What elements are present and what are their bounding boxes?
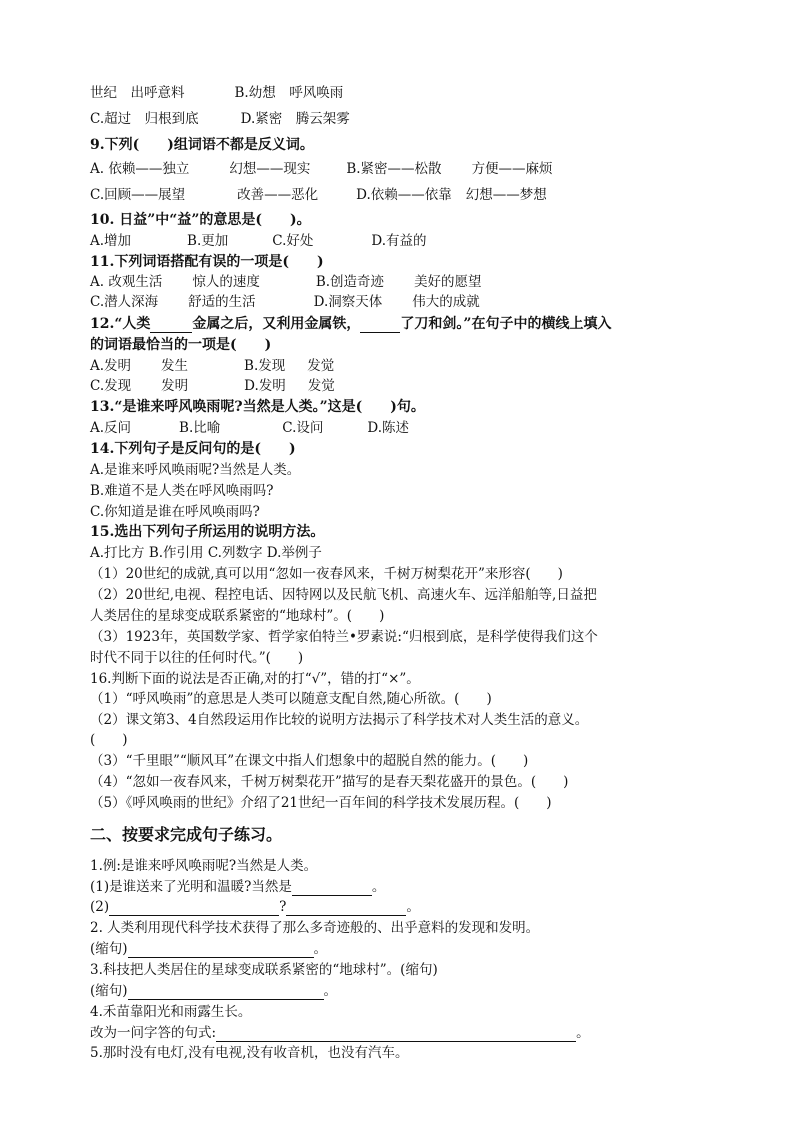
q10-d: D.有益的	[371, 233, 427, 249]
q8-option-d: D.紧密 腾云架雾	[240, 111, 350, 127]
s2-e1-2-label: (2)	[90, 899, 110, 915]
q10-c: C.好处	[272, 233, 314, 249]
s2-e4: 4.禾苗靠阳光和雨露生长。	[90, 1004, 252, 1020]
q12-blank-1[interactable]	[150, 318, 192, 333]
q10-options	[90, 232, 427, 250]
q11-c2: 舒适的生活	[188, 294, 256, 310]
s2-e4-end: 。	[576, 1025, 590, 1041]
q13-b: B.比喻	[179, 420, 221, 436]
q11-d2: 伟大的成就	[412, 294, 480, 310]
s2-e4-label: 改为一问字答的句式:	[90, 1025, 217, 1041]
q11-b1: B.创造奇迹	[315, 274, 385, 290]
q16-s5: （5）《呼风唤雨的世纪》介绍了21世纪一百年间的科学技术发展历程。( )	[90, 795, 552, 811]
q12-d1: D.发明	[244, 378, 286, 394]
q12-c2: 发明	[161, 378, 189, 394]
q12-stem-line2: 的词语最恰当的一项是( )	[90, 337, 272, 353]
q9-b1: B.紧密——松散	[346, 161, 442, 177]
q13-c: C.设问	[282, 420, 324, 436]
q16-s3: （3）“千里眼”“顺风耳”在课文中指人们想象中的超脱自然的能力。( )	[90, 753, 529, 769]
q9-c2: 改善——恶化	[237, 187, 319, 203]
s2-e1-1-blank[interactable]	[292, 881, 372, 896]
q11-a2: 惊人的速度	[192, 274, 260, 290]
s2-e1-2	[90, 898, 420, 916]
q14-stem: 14.下列句子是反问句的是( )	[90, 441, 296, 457]
s2-e2: 2. 人类利用现代科学技术获得了那么多奇迹般的、出乎意料的发现和发明。	[90, 920, 540, 936]
q10-a: A.增加	[90, 233, 132, 249]
s2-e3-end: 。	[323, 983, 338, 999]
q8-option-a: 世纪 出呼意料	[90, 85, 185, 101]
q9-d1: D.依赖——依靠	[356, 187, 452, 203]
q11-b2: 美好的愿望	[414, 274, 482, 290]
q8-option-c: C.超过 归根到底	[90, 111, 199, 127]
q14-b: B.难道不是人类在呼风唤雨吗?	[90, 483, 274, 499]
q15-s2-line1: （2）20世纪,电视、程控电话、因特网以及民航飞机、高速火车、远洋船舶等,日益把	[90, 587, 597, 603]
s2-e1-1-end: 。	[371, 879, 386, 895]
q12-c1: C.发现	[90, 378, 132, 394]
s2-e4-blank[interactable]	[216, 1027, 576, 1042]
q12-row1	[90, 357, 334, 375]
q15-options: A.打比方 B.作引用 C.列数字 D.举例子	[90, 545, 322, 561]
q15-s3-line2: 时代不同于以往的任何时代。”( )	[90, 650, 304, 666]
q15-s3-line1: （3）1923年，英国数学家、哲学家伯特兰•罗素说:“归根到底，是科学使得我们这个	[90, 629, 598, 645]
s2-e1-2-qmark: ?	[279, 899, 287, 915]
q11-row1	[90, 273, 482, 291]
s2-e3: 3.科技把人类居住的星球变成联系紧密的“地球村”。(缩句)	[90, 962, 438, 978]
q15-s2-line2: 人类居住的星球变成联系紧密的“地球村”。( )	[90, 608, 385, 624]
q16-s4: （4）“忽如一夜春风来，千树万树梨花开”描写的是春天梨花盛开的景色。( )	[90, 774, 569, 790]
q11-a1: A. 改观生活	[90, 274, 163, 290]
q13-d: D.陈述	[367, 420, 410, 436]
q9-c1: C.回顾——展望	[90, 187, 186, 203]
q9-d2: 幻想——梦想	[465, 187, 547, 203]
q14-c: C.你知道是谁在呼风唤雨吗?	[90, 504, 260, 520]
q9-b2: 方便——麻烦	[471, 161, 553, 177]
q12-d2: 发觉	[307, 378, 335, 394]
q9-row2	[90, 186, 547, 204]
q12-row2	[90, 377, 335, 395]
q9-stem: 9.下列( )组词语不都是反义词。	[90, 137, 314, 153]
s2-e3-answer	[90, 982, 337, 1000]
q8-line2	[90, 110, 350, 128]
q8-line1	[90, 84, 343, 102]
q12-b1: B.发现	[244, 358, 286, 374]
q9-a1: A. 依赖——独立	[90, 161, 190, 177]
section2-title: 二、按要求完成句子练习。	[90, 825, 283, 844]
q14-a: A.是谁来呼风唤雨呢?当然是人类。	[90, 462, 301, 478]
q15-stem: 15.选出下列句子所运用的说明方法。	[90, 524, 325, 540]
s2-e5: 5.那时没有电灯,没有电视,没有收音机，也没有汽车。	[90, 1045, 409, 1061]
s2-e1-2-blank-q[interactable]	[109, 901, 279, 916]
s2-e1-2-end: 。	[406, 899, 420, 915]
q12-stem-part3: 了刀和剑。”在句子中的横线上填入	[400, 316, 612, 332]
s2-e3-label: (缩句)	[90, 983, 128, 999]
q10-b: B.更加	[187, 233, 229, 249]
q16-s1: （1）“呼风唤雨”的意思是人类可以随意支配自然,随心所欲。( )	[90, 691, 492, 707]
q12-a1: A.发明	[90, 358, 132, 374]
q9-a2: 幻想——现实	[229, 161, 311, 177]
q15-s1: （1）20世纪的成就,真可以用“忽如一夜春风来，千树万树梨花开”来形容( )	[90, 566, 563, 582]
q12-stem	[90, 315, 611, 333]
q16-s2-line1: （2）课文第3、4自然段运用作比较的说明方法揭示了科学技术对人类生活的意义。	[90, 712, 589, 728]
s2-e2-blank[interactable]	[128, 943, 314, 958]
q12-stem-part2: 金属之后，又利用金属铁，	[192, 316, 361, 332]
q12-stem-part1: 12.“人类	[90, 316, 151, 332]
s2-e4-answer	[90, 1024, 590, 1042]
q11-row2	[90, 293, 480, 311]
s2-e1-1	[90, 878, 385, 896]
q16-s2-line2: ( )	[90, 732, 128, 748]
s2-e1-2-blank-a[interactable]	[286, 901, 406, 916]
s2-e1: 1.例:是谁来呼风唤雨呢?当然是人类。	[90, 858, 318, 874]
q11-d1: D.洞察天体	[313, 294, 383, 310]
q13-options	[90, 419, 409, 437]
s2-e2-label: (缩句)	[90, 941, 128, 957]
q12-blank-2[interactable]	[360, 318, 400, 333]
q13-a: A.反问	[90, 420, 132, 436]
s2-e1-1-text: (1)是谁送来了光明和温暖?当然是	[90, 879, 292, 895]
q11-stem: 11.下列词语搭配有误的一项是( )	[90, 254, 324, 270]
s2-e2-end: 。	[313, 941, 328, 957]
s2-e2-answer	[90, 940, 327, 958]
q13-stem: 13.“是谁来呼风唤雨呢?当然是人类。”这是( )句。	[90, 399, 425, 415]
q8-option-b: B.幼想 呼风唤雨	[234, 85, 344, 101]
q9-row1	[90, 160, 553, 178]
q12-b2: 发觉	[307, 358, 335, 374]
q10-stem: 10. 日益”中“益”的意思是( )。	[90, 212, 311, 228]
q16-stem: 16.判断下面的说法是否正确,对的打“√”，错的打“×”。	[90, 671, 420, 687]
q11-c1: C.潜人深海	[90, 294, 159, 310]
s2-e3-blank[interactable]	[128, 985, 324, 1000]
q12-a2: 发生	[161, 358, 189, 374]
